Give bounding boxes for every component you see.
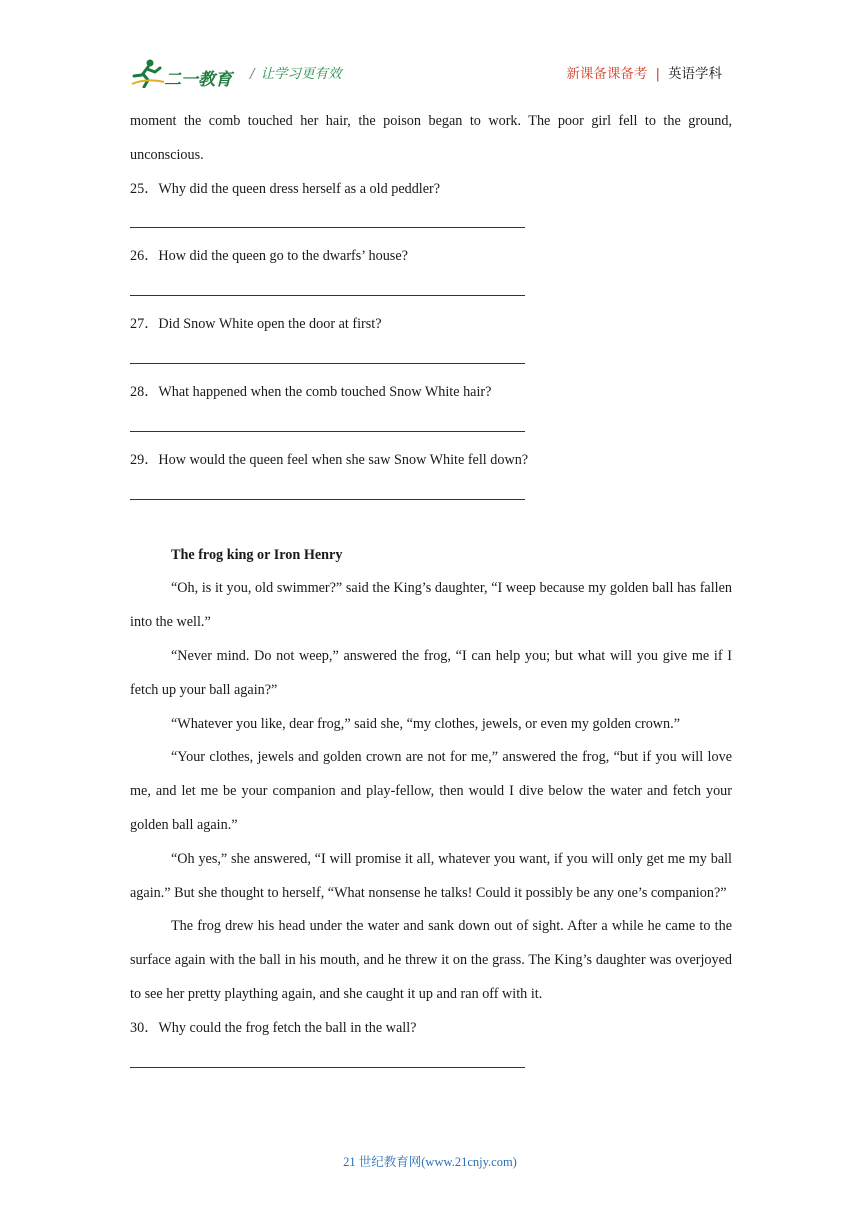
passage2-paragraph: “Whatever you like, dear frog,” said she, “my clothes, jewels, or even my golden crown.” bbox=[171, 715, 680, 732]
section-spacer bbox=[130, 512, 732, 539]
header-separator: | bbox=[655, 66, 660, 82]
logo bbox=[130, 58, 240, 88]
question-group-a bbox=[130, 173, 732, 512]
header-course-label: 新课备课备考 bbox=[566, 66, 648, 82]
question-item bbox=[130, 444, 732, 512]
page-footer: 21 世纪教育网(www.21cnjy.com) bbox=[343, 1155, 517, 1169]
passage2-paragraph: “Never mind. Do not weep,” answered the frog, “I can help you; but what will you give me if I fetch up your ball again?” bbox=[130, 647, 732, 698]
passage1-continuation: moment the comb touched her hair, the poison began to work. The poor girl fell to the ground, unconscious. bbox=[130, 113, 732, 163]
answer-line[interactable] bbox=[130, 274, 525, 308]
document-body bbox=[130, 105, 732, 1080]
answer-line[interactable] bbox=[130, 478, 525, 512]
question-text: 25．Why did the queen dress herself as a old peddler? bbox=[130, 180, 441, 197]
passage2-paragraph: The frog drew his head under the water and sank down out of sight. After a while he came to the surface again with the ball in his mouth, and he threw it on the grass. The King’s daughter was overjoyed to see her pretty plaything again, and she caught it up and ran off with it. bbox=[130, 918, 732, 1002]
question-group-b bbox=[130, 1012, 732, 1080]
header-slogan: / 让学习更有效 bbox=[250, 66, 342, 82]
page-header bbox=[130, 52, 730, 92]
question-text: 29．How would the queen feel when she saw Snow White fell down? bbox=[130, 451, 529, 468]
question-text: 27．Did Snow White open the door at first? bbox=[130, 316, 382, 333]
answer-line[interactable] bbox=[130, 206, 525, 240]
answer-line[interactable] bbox=[130, 342, 525, 376]
question-item bbox=[130, 1012, 732, 1080]
passage2-paragraph: “Oh, is it you, old swimmer?” said the King’s daughter, “I weep because my golden ball has fallen into the well.” bbox=[130, 580, 732, 631]
header-right bbox=[566, 62, 722, 82]
answer-line[interactable] bbox=[130, 1046, 525, 1080]
passage2-paragraph: “Your clothes, jewels and golden crown are not for me,” answered the frog, “but if you will love me, and let me be your companion and play-fellow, then would I dive below the water and fetch your golden ball again.” bbox=[130, 749, 732, 833]
question-item bbox=[130, 376, 732, 444]
question-text: 28．What happened when the comb touched Snow White hair? bbox=[130, 383, 492, 400]
slogan-text: 让学习更有效 bbox=[260, 66, 342, 82]
question-item bbox=[130, 240, 732, 308]
answer-line[interactable] bbox=[130, 410, 525, 444]
header-subject: 英语学科 bbox=[668, 66, 722, 82]
question-text: 30．Why could the frog fetch the ball in the wall? bbox=[130, 1019, 417, 1036]
passage2-paragraph: “Oh yes,” she answered, “I will promise it all, whatever you want, if you will only get me my ball again.” But she thought to herself, “What nonsense he talks! Could it possibly be any one’s companion?” bbox=[130, 850, 732, 901]
running-person-icon bbox=[130, 58, 166, 88]
question-item bbox=[130, 173, 732, 241]
question-item bbox=[130, 308, 732, 376]
passage2-title: The frog king or Iron Henry bbox=[171, 546, 343, 563]
logo-text: 二一教育 bbox=[164, 70, 232, 90]
question-text: 26．How did the queen go to the dwarfs’ house? bbox=[130, 248, 408, 265]
